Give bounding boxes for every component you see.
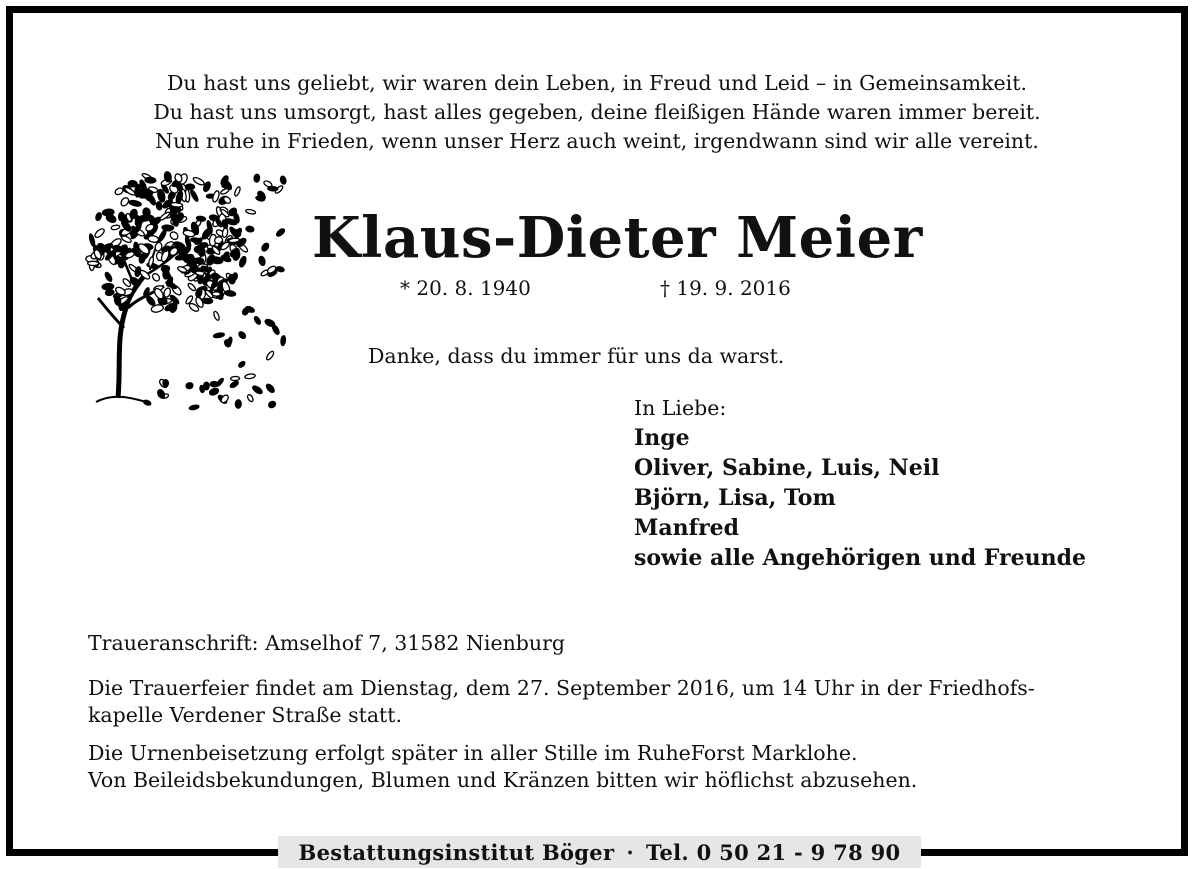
funeral-home-banner [278, 836, 921, 868]
poem-line: Du hast uns geliebt, wir waren dein Leben, in Freud und Leid – in Gemeinsamkeit. [167, 71, 1027, 95]
family-member: Manfred [634, 515, 740, 541]
burial-line: Von Beileidsbekundungen, Blumen und Kränzen bitten wir höflichst abzusehen. [88, 768, 918, 792]
family-intro: In Liebe: [634, 396, 727, 420]
deceased-name: Klaus-Dieter Meier [312, 205, 923, 271]
funeral-home-phone: Tel. 0 50 21 - 9 78 90 [645, 839, 901, 865]
burial-line: Die Urnenbeisetzung erfolgt später in aller Stille im RuheForst Marklohe. [88, 741, 858, 765]
burial-info [88, 740, 1128, 794]
family-member: Björn, Lisa, Tom [634, 485, 836, 511]
family-signature [634, 393, 1086, 573]
family-member: Inge [634, 425, 690, 451]
birth-date: * 20. 8. 1940 [400, 276, 531, 300]
separator-dot: · [626, 839, 634, 865]
thanks-line: Danke, dass du immer für uns da warst. [368, 344, 785, 368]
family-member: sowie alle Angehörigen und Freunde [634, 545, 1086, 571]
ceremony-info [88, 675, 1128, 729]
family-member: Oliver, Sabine, Luis, Neil [634, 455, 940, 481]
poem-line: Du hast uns umsorgt, hast alles gegeben, deine fleißigen Hände waren immer bereit. [153, 100, 1041, 124]
death-date: † 19. 9. 2016 [660, 276, 791, 300]
mourning-address: Traueranschrift: Amselhof 7, 31582 Nienburg [88, 631, 566, 655]
poem [13, 69, 1181, 156]
poem-line: Nun ruhe in Frieden, wenn unser Herz auch weint, irgendwann sind wir alle vereint. [155, 129, 1039, 153]
ceremony-line: kapelle Verdener Straße statt. [88, 703, 403, 727]
ceremony-line: Die Trauerfeier findet am Dienstag, dem 27. September 2016, um 14 Uhr in der Friedhofs- [88, 676, 1035, 700]
windblown-tree-icon [66, 158, 288, 420]
funeral-home-name: Bestattungsinstitut Böger [298, 839, 615, 865]
